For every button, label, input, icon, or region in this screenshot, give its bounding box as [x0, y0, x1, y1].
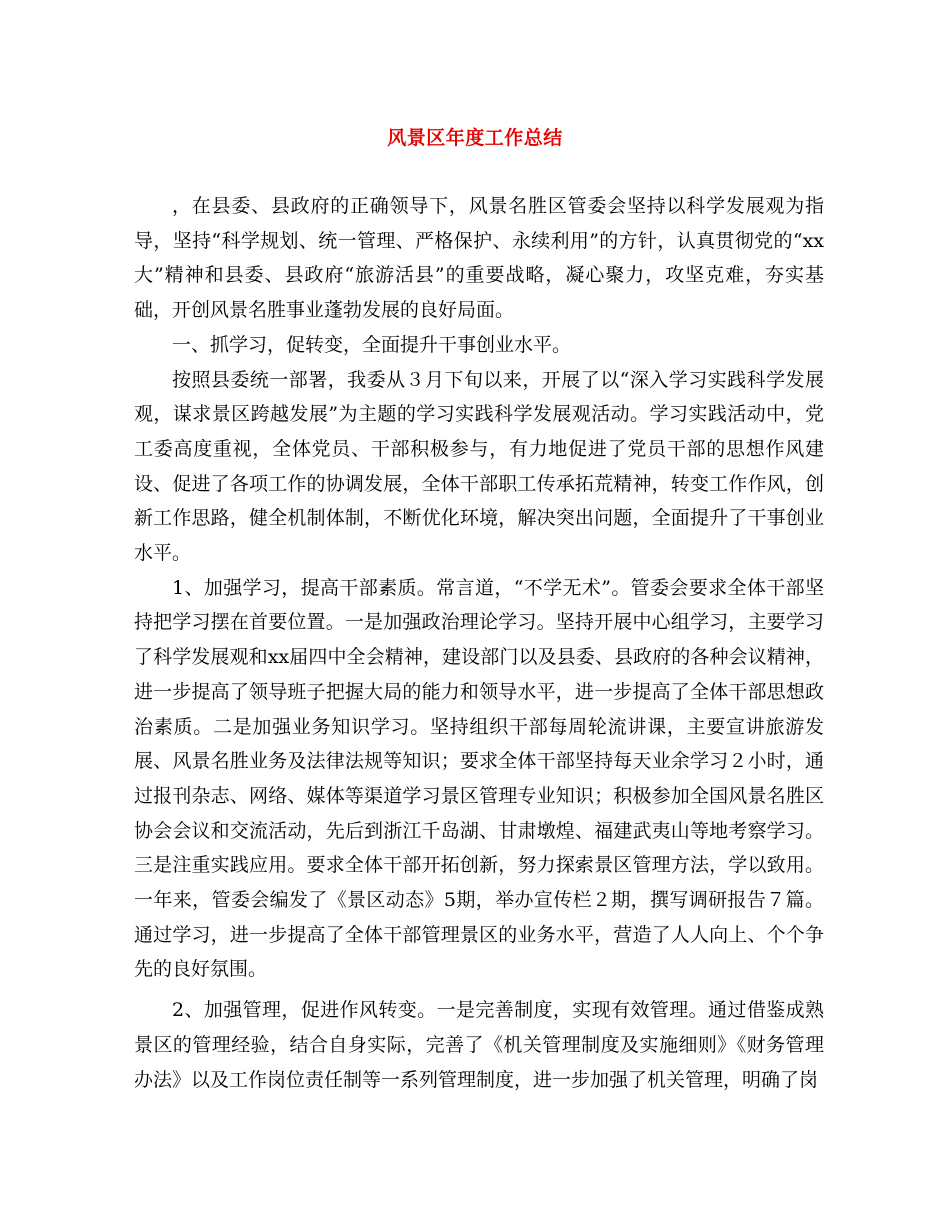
paragraph-intro: ，在县委、县政府的正确领导下，风景名胜区管委会坚持以科学发展观为指导，坚持“科学规划、统一管理、严格保护、永续利用”的方针，认真贯彻党的“xx大”精神和县委、县政府“旅游活县”的重要战略，凝心聚力，攻坚克难，夯实基础，开创风景名胜事业蓬勃发展的良好局面。: [134, 195, 824, 322]
paragraph-study-campaign: 按照县委统一部署，我委从３月下旬以来，开展了以“深入学习实践科学发展观，谋求景区跨越发展”为主题的学习实践科学发展观活动。学习实践活动中，党工委高度重视，全体党员、干部积极参与，有力地促进了党员干部的思想作风建设、促进了各项工作的协调发展，全体干部职工传承拓荒精神，转变工作作风，创新工作思路，健全机制体制，不断优化环境，解决突出问题，全面提升了干事创业水平。: [134, 368, 824, 565]
document-title: 风景区年度工作总结: [387, 127, 563, 149]
section-heading-1: 一、抓学习，促转变，全面提升干事创业水平。: [172, 333, 572, 356]
paragraph-strengthen-management: 2、加强管理，促进作风转变。一是完善制度，实现有效管理。通过借鉴成熟景区的管理经验，结合自身实际，完善了《机关管理制度及实施细则》《财务管理办法》以及工作岗位责任制等一系列管理制度，进一步加强了机关管理，明确了岗: [134, 999, 824, 1091]
document-body: [134, 189, 824, 1097]
paragraph-strengthen-learning: 1、加强学习，提高干部素质。常言道，“不学无术”。管委会要求全体干部坚持把学习摆在首要位置。一是加强政治理论学习。坚持开展中心组学习，主要学习了科学发展观和xx届四中全会精神，建设部门以及县委、县政府的各种会议精神，进一步提高了领导班子把握大局的能力和领导水平，进一步提高了全体干部思想政治素质。二是加强业务知识学习。坚持组织干部每周轮流讲课，主要宣讲旅游发展、风景名胜业务及法律法规等知识；要求全体干部坚持每天业余学习２小时，通过报刊杂志、网络、媒体等渠道学习景区管理专业知识；积极参加全国风景名胜区协会会议和交流活动，先后到浙江千岛湖、甘肃墩煌、福建武夷山等地考察学习。三是注重实践应用。要求全体干部开拓创新，努力探索景区管理方法，学以致用。一年来，管委会编发了《景区动态》5期，举办宣传栏２期，撰写调研报告７篇。通过学习，进一步提高了全体干部管理景区的业务水平，营造了人人向上、个个争先的良好氛围。: [134, 576, 824, 981]
